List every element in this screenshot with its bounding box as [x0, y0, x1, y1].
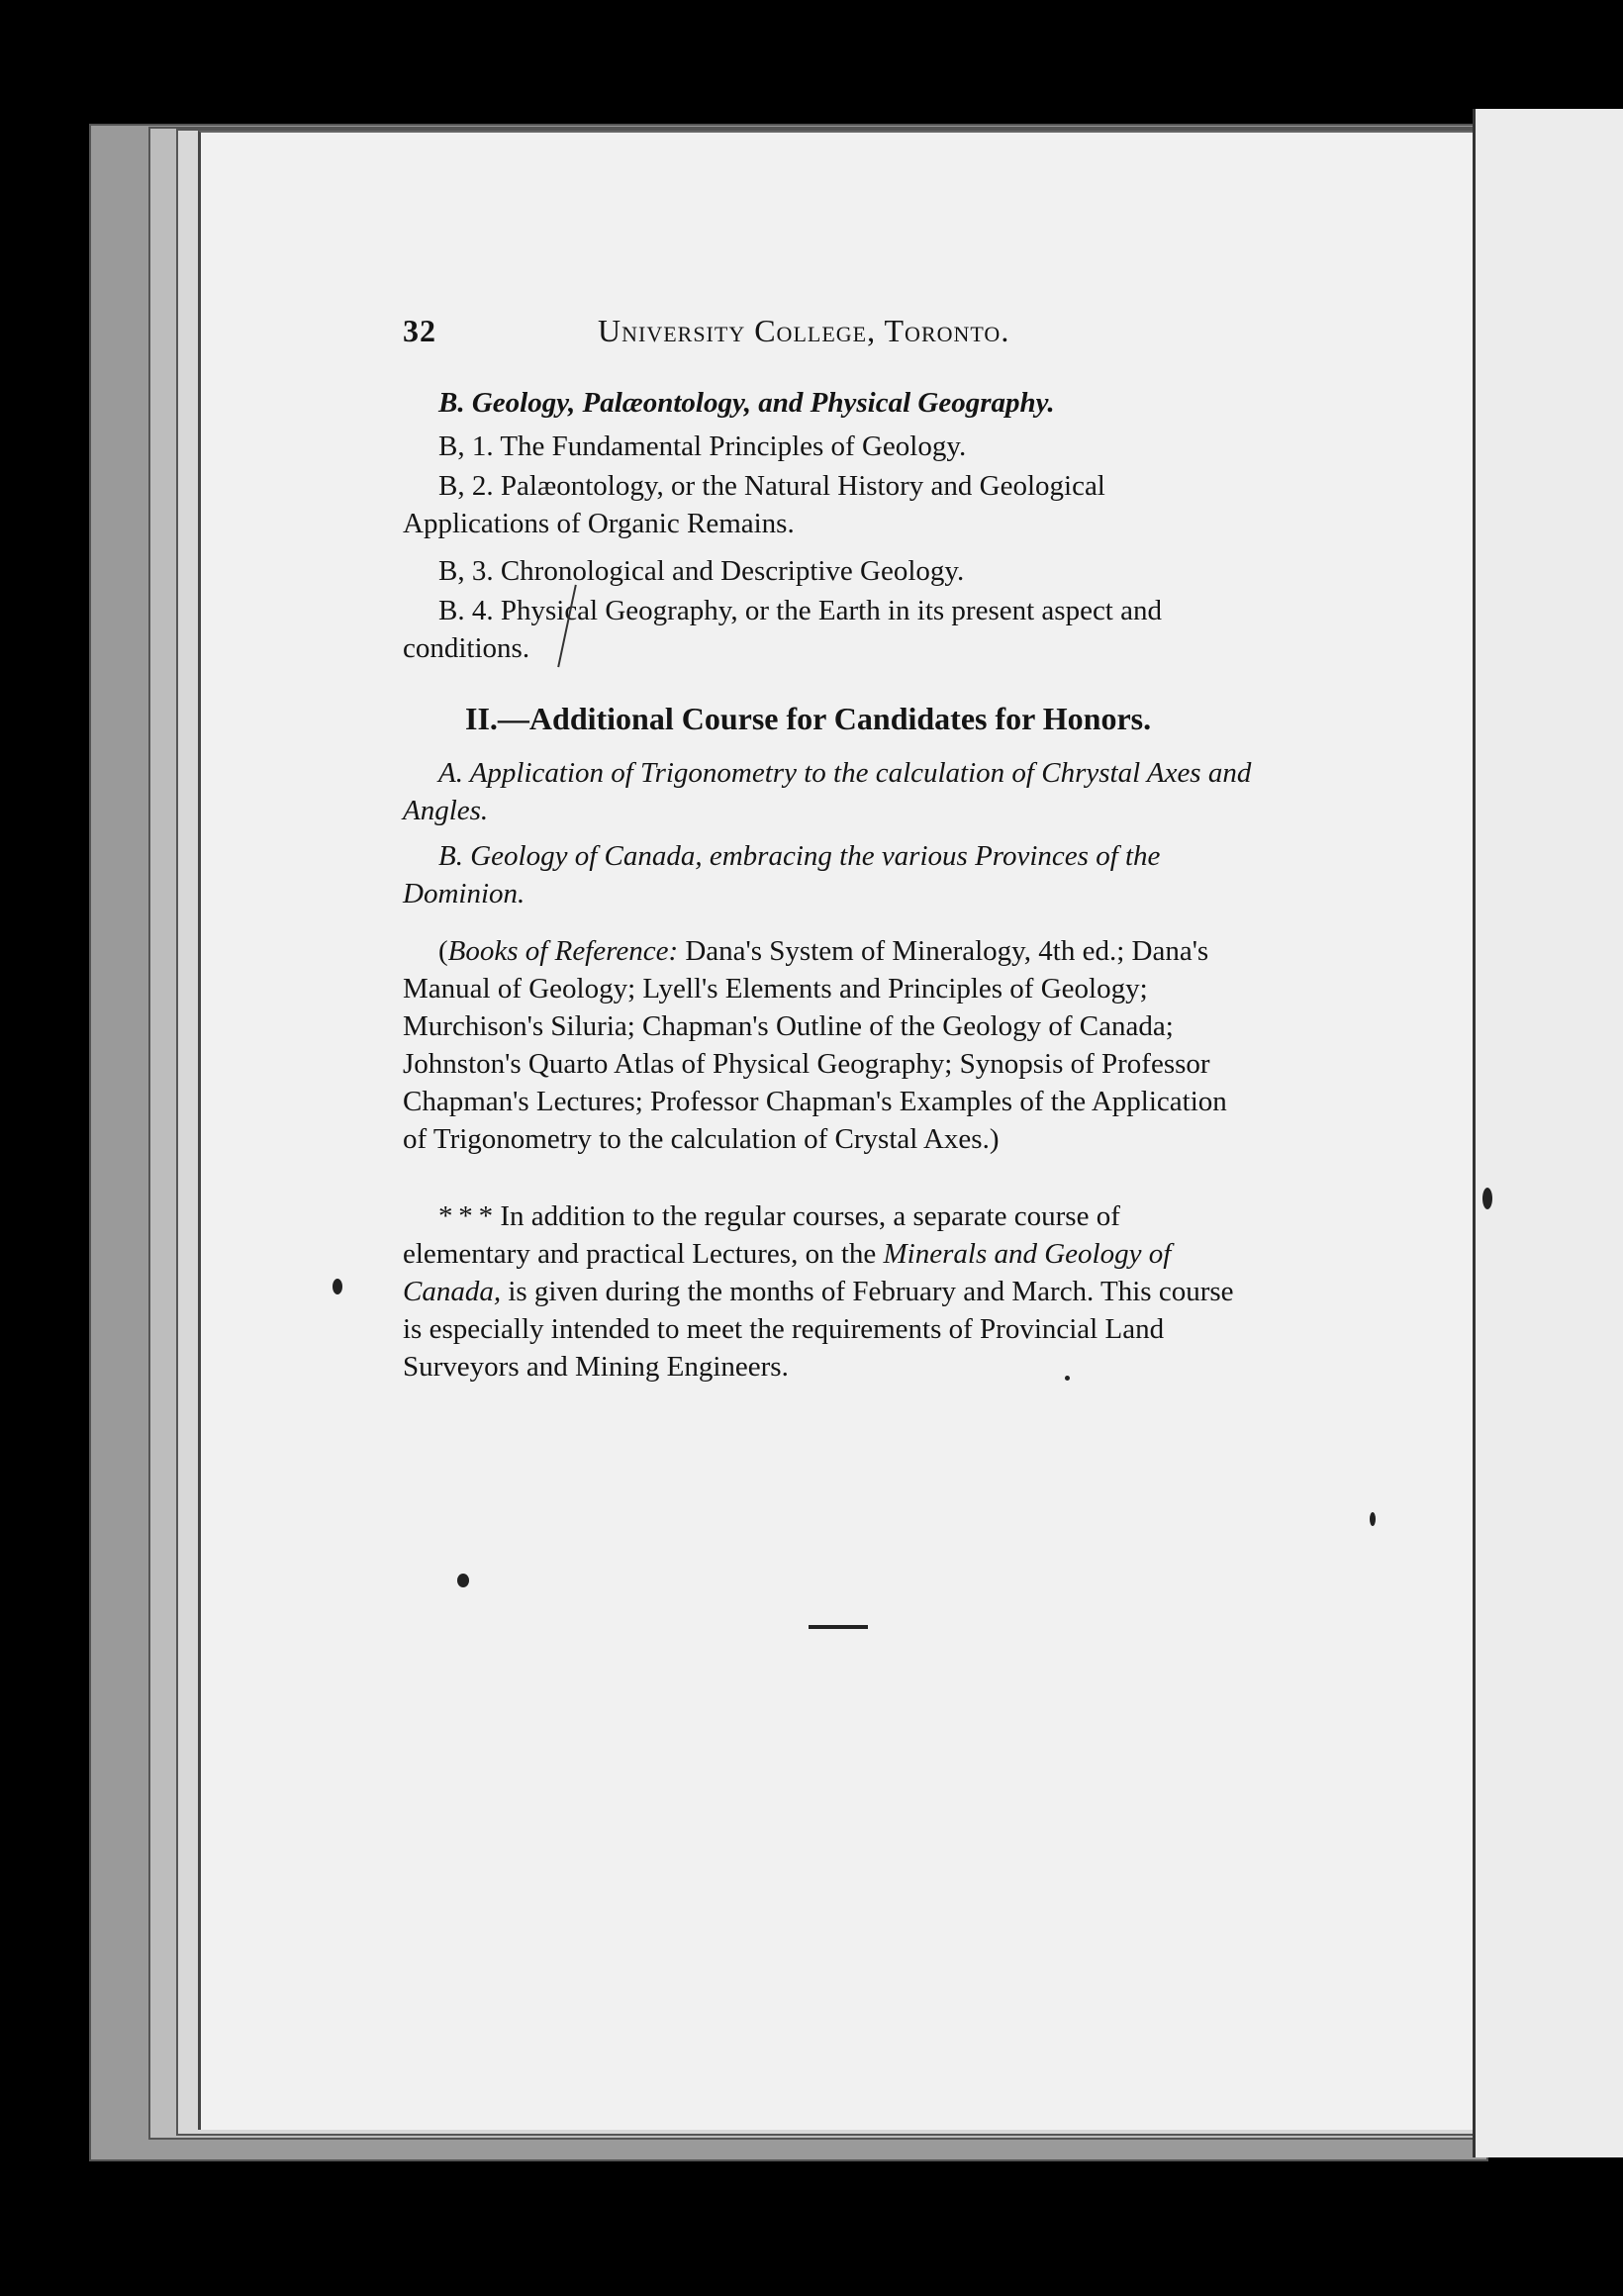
additional-course-heading: II.—Additional Course for Candidates for Honors. [465, 701, 1152, 736]
references-text: Dana's System of Mineralogy, 4th ed.; Dana's Manual of Geology; Lyell's Elements and Principles of Geology; Murchison's Siluria; Chapman's Outline of the Geology of Canada; Johnston's Quarto Atlas of Physical Geography; Synopsis of Professor Chapman's Lectures; Professor Chapman's Examples of the Application of Trigonometry to the calculation of Crystal Axes.) [403, 935, 1227, 1155]
ink-speck [1065, 1376, 1070, 1381]
note-asterism: * * * [438, 1200, 494, 1232]
section-b-heading: B. Geology, Palæontology, and Physical Geography. [438, 387, 1055, 419]
facing-page-edge [1473, 109, 1623, 2157]
additional-item-a: A. Application of Trigonometry to the calculation of Chrystal Axes and Angles. [403, 757, 1252, 826]
note-text-before: In addition to the regular courses, a separate course of elementary and practical Lectures, on the [403, 1200, 1120, 1270]
ink-speck [457, 1574, 469, 1587]
closing-rule [809, 1625, 868, 1629]
ink-speck [333, 1279, 342, 1294]
section-b-item-2: B, 2. Palæontology, or the Natural History and Geological Applications of Organic Remains. [403, 470, 1105, 539]
additional-item-b: B. Geology of Canada, embracing the various Provinces of the Dominion. [403, 840, 1161, 909]
page-number: 32 [403, 313, 436, 348]
running-head-title: University College, Toronto. [598, 313, 1010, 348]
note-paragraph [403, 1197, 1254, 1386]
section-b-item-3: B, 3. Chronological and Descriptive Geology. [438, 555, 965, 587]
section-b-item-1: B, 1. The Fundamental Principles of Geology. [438, 430, 967, 462]
references-label: Books of Reference: [447, 935, 679, 967]
ink-speck [1482, 1188, 1492, 1209]
note-text-after: is given during the months of February and March. This course is especially intended to meet the requirements of Provincial Land Surveyors and Mining Engineers. [403, 1276, 1234, 1383]
note-emphasis: Minerals and Geology of Canada, [403, 1238, 1172, 1307]
section-b-item-4: B. 4. Physical Geography, or the Earth in its present aspect and conditions. [403, 595, 1162, 664]
references-paragraph: (Books of Reference: Dana's System of Mineralogy, 4th ed.; Dana's Manual of Geology; Lyell's Elements and Principles of Geology; Murchison's Siluria; Chapman's Outline of the Geology of Canada; Johnston's Quarto Atlas of Physical Geography; Synopsis of Professor Chapman's Lectures; Professor Chapman's Examples of the Application of Trigonometry to the calculation of Crystal Axes.) [403, 935, 1227, 1155]
ink-speck [1370, 1512, 1376, 1526]
